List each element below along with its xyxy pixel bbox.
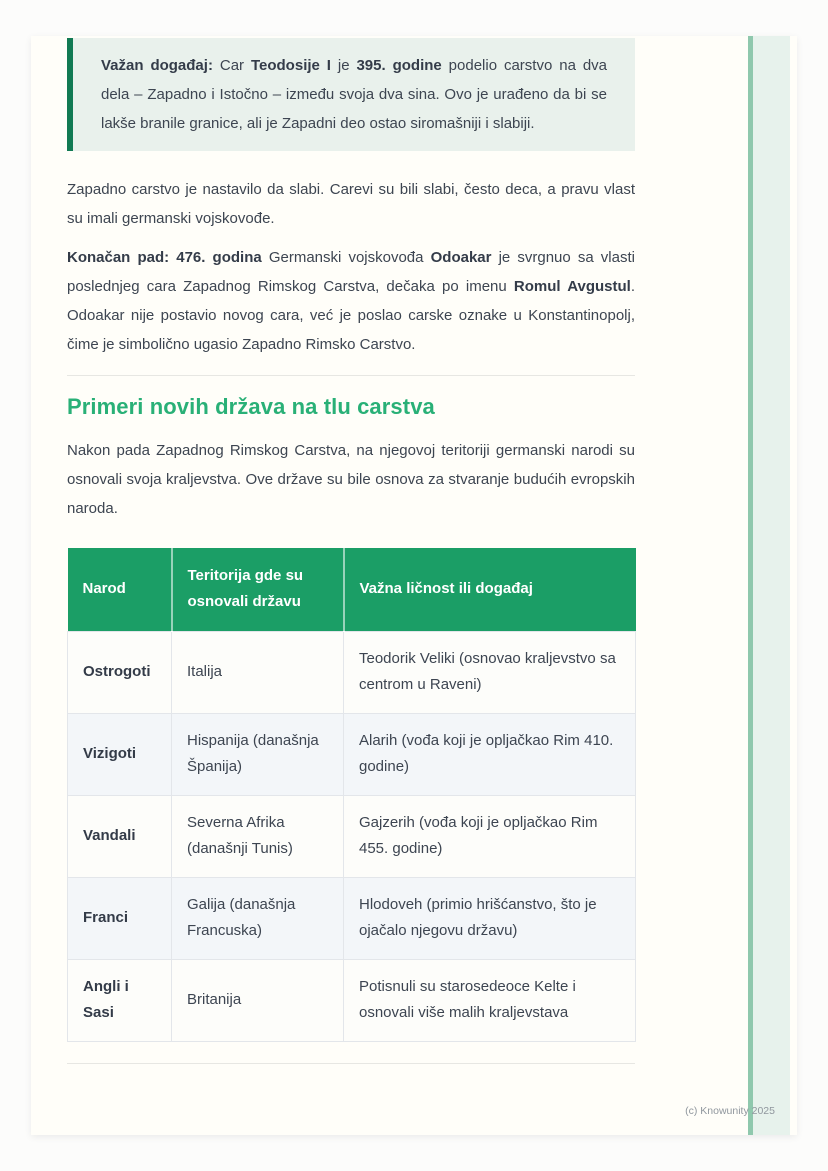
cell-teritorija: Hispanija (današnja Španija)	[172, 713, 344, 795]
new-states-table	[67, 548, 636, 1042]
paragraph-section-intro: Nakon pada Zapadnog Rimskog Carstva, na njegovoj teritoriji germanski narodi su osnovali svoja kraljevstva. Ove države su bile osnova za stvaranje budućih evropskih naroda.	[67, 442, 635, 517]
table-row-vandali	[68, 795, 636, 877]
cell-licnost: Gajzerih (vođa koji je opljačkao Rim 455. godine)	[344, 795, 636, 877]
cell-licnost: Potisnuli su starosedeoce Kelte i osnovali više malih kraljevstava	[344, 959, 636, 1041]
section-divider-bottom	[67, 1063, 635, 1064]
cell-licnost: Alarih (vođa koji je opljačkao Rim 410. godine)	[344, 713, 636, 795]
table-row-franci	[68, 877, 636, 959]
cell-licnost: Teodorik Veliki (osnovao kraljevstvo sa centrom u Raveni)	[344, 631, 636, 713]
callout-important-event	[67, 38, 635, 151]
cell-teritorija: Severna Afrika (današnji Tunis)	[172, 795, 344, 877]
table-row-angli-i-sasi	[68, 959, 636, 1041]
col-header-licnost: Važna ličnost ili događaj	[344, 548, 636, 631]
table-header-row	[68, 548, 636, 631]
cell-narod: Franci	[68, 877, 172, 959]
section-divider-top	[67, 375, 635, 376]
callout-text: Važan događaj: Car Teodosije I je 395. godine podelio carstvo na dva dela – Zapadno i Istočno – između svoja dva sina. Ovo je urađeno da bi se lakše branile granice, ali je Zapadni deo ostao siromašniji i slabiji.	[101, 57, 608, 132]
cell-teritorija: Italija	[172, 631, 344, 713]
cell-narod: Angli i Sasi	[68, 959, 172, 1041]
section-heading: Primeri novih država na tlu carstva	[67, 394, 435, 419]
cell-narod: Vizigoti	[68, 713, 172, 795]
cell-licnost: Hlodoveh (primio hrišćanstvo, što je ojačalo njegovu državu)	[344, 877, 636, 959]
table-row-vizigoti	[68, 713, 636, 795]
footer-copyright: (c) Knowunity 2025	[685, 1105, 775, 1117]
cell-teritorija: Britanija	[172, 959, 344, 1041]
cell-narod: Vandali	[68, 795, 172, 877]
paragraph-western-decline: Zapadno carstvo je nastavilo da slabi. Carevi su bili slabi, često deca, a pravu vlast su imali germanski vojskovođe.	[67, 181, 635, 227]
decorative-side-strip	[748, 36, 790, 1135]
col-header-teritorija: Teritorija gde su osnovali državu	[172, 548, 344, 631]
col-header-narod: Narod	[68, 548, 172, 631]
table-row-ostrogoti	[68, 631, 636, 713]
cell-teritorija: Galija (današnja Francuska)	[172, 877, 344, 959]
document-page	[31, 36, 797, 1135]
paragraph-final-fall: Konačan pad: 476. godina Germanski vojskovođa Odoakar je svrgnuo sa vlasti poslednjeg cara Zapadnog Rimskog Carstva, dečaka po imenu Romul Avgustul. Odoakar nije postavio novog cara, već je poslao carske oznake u Konstantinopolj, čime je simbolično ugasio Zapadno Rimsko Carstvo.	[67, 249, 635, 353]
page-content	[67, 36, 635, 1064]
cell-narod: Ostrogoti	[68, 631, 172, 713]
